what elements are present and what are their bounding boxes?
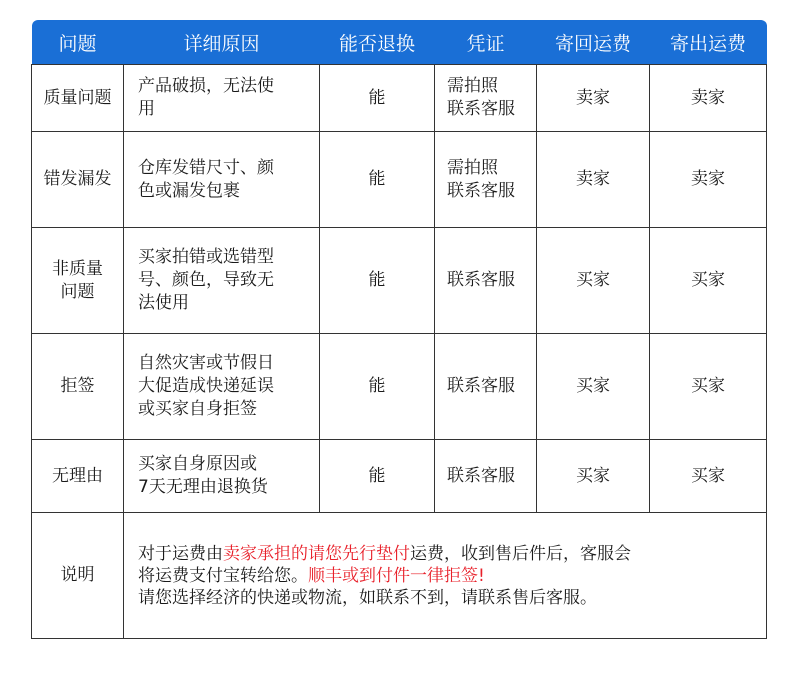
- proof-line: 联系客服: [447, 99, 515, 119]
- note-row: [32, 513, 767, 639]
- proof-line: 联系客服: [447, 270, 515, 290]
- row-send-fee: 买家: [650, 334, 767, 440]
- row-return-fee: 买家: [537, 440, 650, 513]
- cause-line: 非质量: [52, 258, 103, 279]
- detail-line: 号、颜色，导致无: [138, 270, 274, 290]
- row-detail: [124, 440, 320, 513]
- detail-line: 法使用: [138, 293, 189, 313]
- row-proof: [435, 65, 537, 132]
- proof-line: 联系客服: [447, 376, 515, 396]
- note-line-2: [138, 565, 766, 587]
- detail-line: 色或漏发包裹: [138, 180, 240, 201]
- detail-line: 自然灾害或节假日: [138, 353, 274, 373]
- row-cause: 错发漏发: [32, 132, 124, 228]
- detail-line: 大促造成快递延误: [138, 376, 274, 396]
- row-return-fee: 卖家: [537, 132, 650, 228]
- note-text: 将运费支付宝转给您。: [138, 565, 308, 586]
- detail-line: 7天无理由退换货: [138, 477, 268, 497]
- after-sales-policy-table: [31, 20, 767, 639]
- row-proof: [435, 132, 537, 228]
- detail-line: 买家拍错或选错型: [138, 247, 274, 267]
- row-detail: [124, 132, 320, 228]
- detail-line: 用: [138, 99, 155, 119]
- row-cause: 拒签: [32, 334, 124, 440]
- row-exchangeable: 能: [320, 440, 435, 513]
- note-line-3: 请您选择经济的快递或物流，如联系不到，请联系售后客服。: [138, 587, 597, 608]
- row-exchangeable: 能: [320, 132, 435, 228]
- table-row: [32, 132, 767, 228]
- proof-line: 需拍照: [447, 157, 498, 178]
- row-exchangeable: 能: [320, 65, 435, 132]
- row-detail: [124, 65, 320, 132]
- header-proof: 凭证: [435, 20, 537, 65]
- cause-line: 问题: [60, 281, 95, 302]
- row-return-fee: 卖家: [537, 65, 650, 132]
- row-send-fee: 买家: [650, 228, 767, 334]
- header-detail-reason: 详细原因: [124, 20, 320, 65]
- proof-line: 联系客服: [447, 180, 515, 201]
- row-proof: [435, 228, 537, 334]
- header-outbound-shipping: 寄出运费: [650, 20, 767, 65]
- row-exchangeable: 能: [320, 334, 435, 440]
- header-exchangeable: 能否退换: [320, 20, 435, 65]
- row-proof: [435, 440, 537, 513]
- detail-line: 产品破损，无法使: [138, 76, 274, 96]
- proof-line: 联系客服: [447, 465, 515, 486]
- note-text: 对于运费由: [138, 543, 223, 564]
- note-highlight: 顺丰或到付件一律拒签!: [308, 565, 485, 586]
- row-detail: [124, 334, 320, 440]
- table-row: [32, 228, 767, 334]
- row-exchangeable: 能: [320, 228, 435, 334]
- row-send-fee: 卖家: [650, 132, 767, 228]
- table-row: [32, 334, 767, 440]
- table-row: [32, 440, 767, 513]
- table-header-row: [32, 20, 767, 65]
- detail-line: 买家自身原因或: [138, 454, 257, 474]
- note-content: [124, 513, 767, 639]
- detail-line: 或买家自身拒签: [138, 399, 257, 419]
- row-cause: 质量问题: [32, 65, 124, 132]
- row-send-fee: 买家: [650, 440, 767, 513]
- header-return-shipping: 寄回运费: [537, 20, 650, 65]
- note-line-1: [138, 543, 766, 565]
- table-row: [32, 65, 767, 132]
- row-send-fee: 卖家: [650, 65, 767, 132]
- proof-line: 需拍照: [447, 76, 498, 96]
- row-return-fee: 买家: [537, 228, 650, 334]
- row-proof: [435, 334, 537, 440]
- row-cause: 无理由: [32, 440, 124, 513]
- row-return-fee: 买家: [537, 334, 650, 440]
- note-title: 说明: [32, 513, 124, 639]
- row-detail: [124, 228, 320, 334]
- note-highlight: 卖家承担的请您先行垫付: [223, 543, 410, 564]
- detail-line: 仓库发错尺寸、颜: [138, 157, 274, 178]
- note-text: 运费，收到售后件后，客服会: [410, 543, 631, 564]
- header-problem: 问题: [32, 20, 124, 65]
- row-cause: [32, 228, 124, 334]
